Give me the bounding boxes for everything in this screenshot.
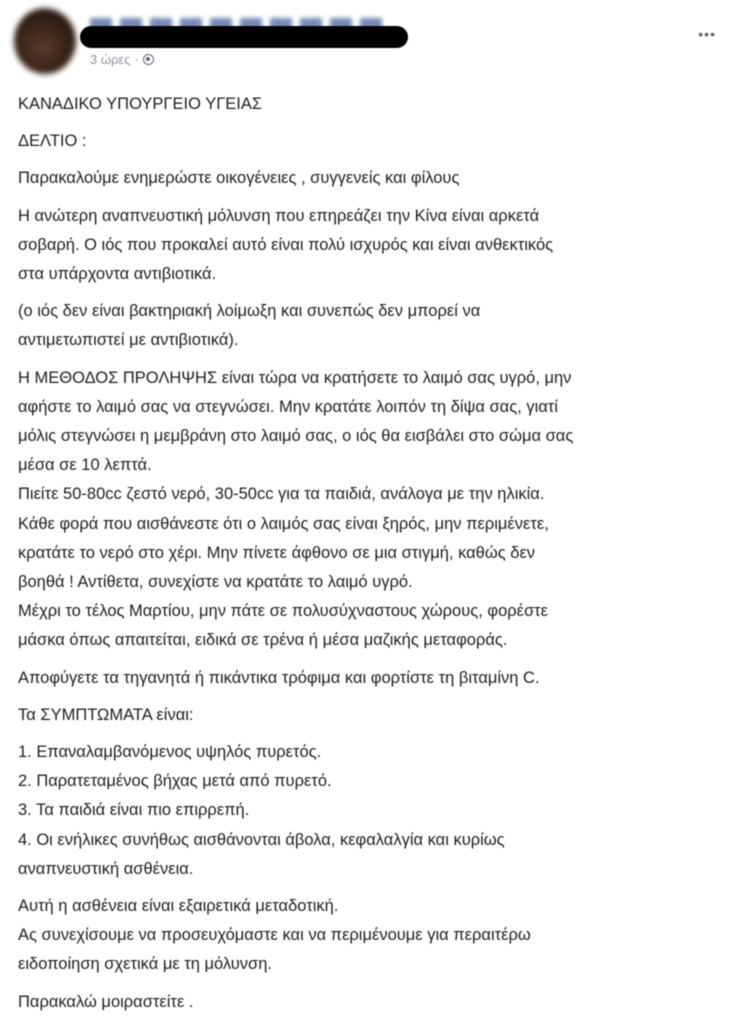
redaction-bar — [80, 26, 408, 48]
post-line: Τα ΣΥΜΠΤΩΜΑΤΑ είναι: — [18, 705, 194, 724]
post-line: ειδοποίηση σχετικά με τη μόλυνση. — [18, 955, 272, 974]
post-line: στα υπάρχοντα αντιβιοτικά. — [18, 265, 217, 284]
post-line: βοηθά ! Αντίθετα, συνεχίστε να κρατάτε το λαιμό υγρό. — [18, 573, 413, 592]
post-paragraph — [18, 664, 724, 693]
post-line: μόλις στεγνώσει η μεμβράνη στο λαιμό σας, ο ιός θα εισβάλει στο σώμα σας — [18, 427, 574, 446]
post-paragraph — [18, 701, 724, 730]
post-line: Ας συνεχίσουμε να προσευχόμαστε και να περιμένουμε για περαιτέρω — [18, 926, 531, 945]
post-paragraph — [18, 127, 724, 156]
post-line: αναπνευστική ασθένεια. — [18, 859, 194, 878]
post-line: 4. Οι ενήλικες συνήθως αισθάνονται άβολα, κεφαλαλγία και κυρίως — [18, 830, 505, 849]
post-line: Αποφύγετε τα τηγανητά ή πικάντικα τρόφιμα και φορτίστε τη βιταμίνη C. — [18, 668, 540, 687]
post-line: Η ανώτερη αναπνευστική μόλυνση που επηρεάζει την Κίνα είναι αρκετά — [18, 206, 540, 225]
post-paragraph — [18, 988, 724, 1017]
separator: · — [134, 52, 139, 67]
post-paragraph — [18, 202, 724, 290]
post-line: Κάθε φορά που αισθάνεστε ότι ο λαιμός σας είναι ξηρός, μην περιμένετε, — [18, 514, 549, 533]
post-line: μέσα σε 10 λεπτά. — [18, 456, 152, 475]
post-paragraph — [18, 297, 724, 355]
post-text — [18, 90, 724, 1025]
post-line: 1. Επαναλαμβανόμενος υψηλός πυρετός. — [18, 743, 322, 762]
post-paragraph — [18, 738, 724, 884]
post-line: σοβαρή. Ο ιός που προκαλεί αυτό είναι πολύ ισχυρός και είναι ανθεκτικός — [18, 235, 554, 254]
post-line: ΚΑΝΑΔΙΚΟ ΥΠΟΥΡΓΕΙΟ ΥΓΕΙΑΣ — [18, 95, 263, 113]
post-line: ΔΕΛΤΙΟ : — [18, 132, 87, 151]
globe-icon — [143, 54, 154, 65]
post-line: Αυτή η ασθένεια είναι εξαιρετικά μεταδοτική. — [18, 897, 339, 916]
post-line: 2. Παρατεταμένος βήχας μετά από πυρετό. — [18, 772, 332, 791]
post-paragraph — [18, 892, 724, 980]
avatar[interactable] — [14, 8, 76, 74]
timestamp[interactable]: 3 ώρες — [90, 52, 131, 67]
post-line: αντιμετωπιστεί με αντιβιοτικά). — [18, 331, 239, 350]
post-meta — [90, 52, 154, 67]
post-line: (ο ιός δεν είναι βακτηριακή λοίμωξη και συνεπώς δεν μπορεί να — [18, 302, 481, 321]
post-paragraph — [18, 164, 724, 193]
post-line: Παρακαλούμε ενημερώστε οικογένειες , συγγενείς και φίλους — [18, 169, 460, 188]
post-line: Παρακαλώ μοιραστείτε . — [18, 992, 194, 1011]
post-paragraph — [18, 364, 724, 656]
post-line: κρατάτε το νερό στο χέρι. Μην πίνετε άφθονο σε μια στιγμή, καθώς δεν — [18, 543, 536, 562]
post-line: αφήστε το λαιμό σας να στεγνώσει. Μην κρατάτε λοιπόν τη δίψα σας, γιατί — [18, 397, 558, 416]
post-line: Πιείτε 50-80cc ζεστό νερό, 30-50cc για τα παιδιά, ανάλογα με την ηλικία. — [18, 485, 545, 504]
post-line: Η ΜΕΘΟΔΟΣ ΠΡΟΛΗΨΗΣ είναι τώρα να κρατήσετε το λαιμό σας υγρό, μην — [18, 368, 572, 387]
post-line: μάσκα όπως απαιτείται, ειδικά σε τρένα ή μέσα μαζικής μεταφοράς. — [18, 631, 508, 650]
more-options-icon[interactable]: ••• — [698, 26, 716, 42]
post-line: 3. Τα παιδιά είναι πιο επιρρεπή. — [18, 801, 250, 820]
post-paragraph — [18, 90, 724, 119]
post-line: Μέχρι το τέλος Μαρτίου, μην πάτε σε πολυσύχναστους χώρους, φορέστε — [18, 602, 549, 621]
